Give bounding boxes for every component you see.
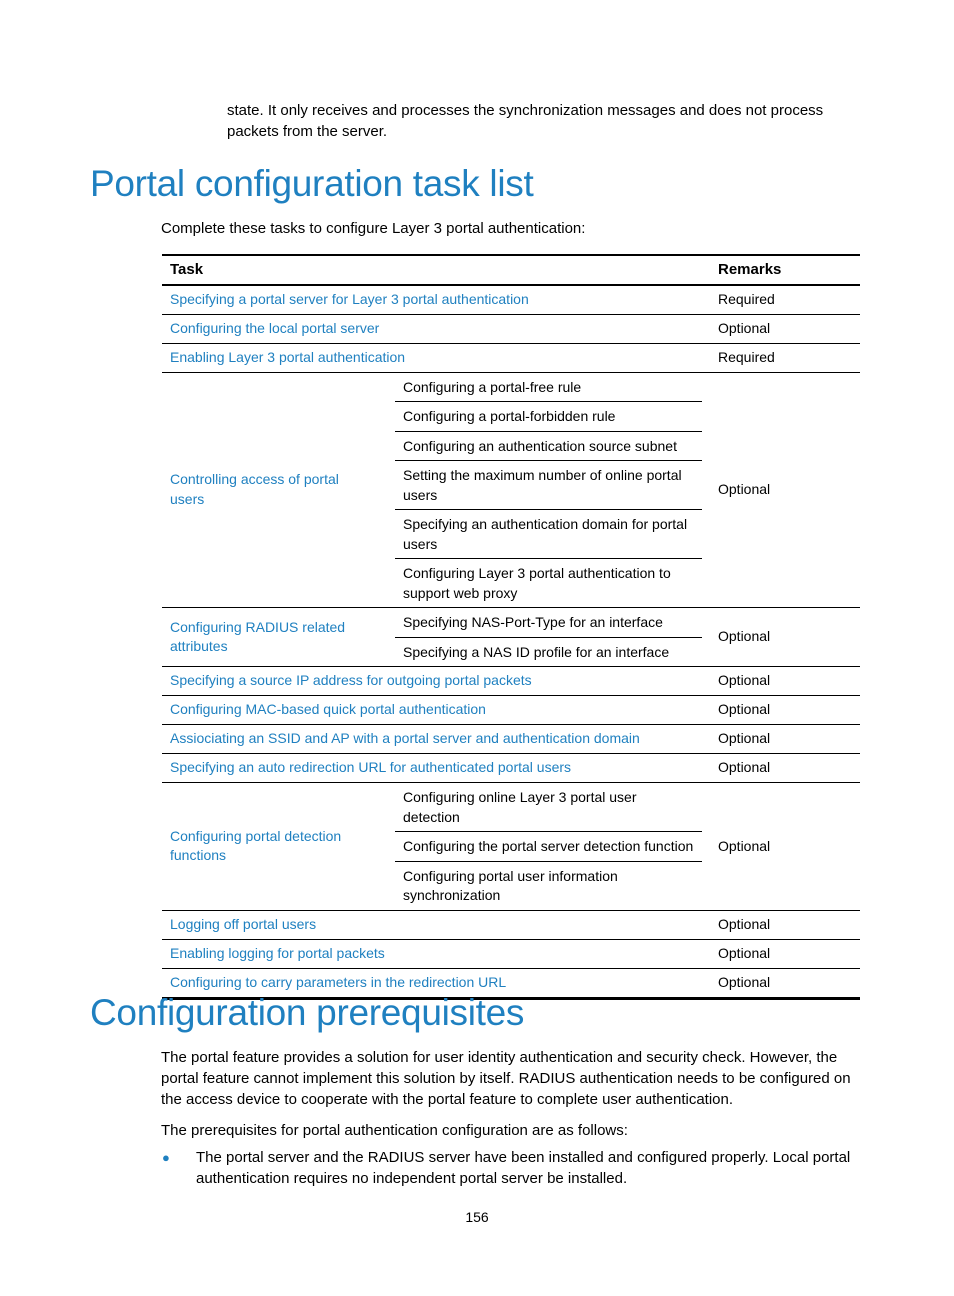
- intro-paragraph: state. It only receives and processes the synchronization messages and does not process packets from the server.: [227, 102, 824, 140]
- task-link[interactable]: Specifying a portal server for Layer 3 portal authentication: [162, 285, 710, 314]
- table-group-row: [162, 608, 860, 667]
- task-remark: Optional: [710, 968, 860, 998]
- subtask-link[interactable]: Setting the maximum number of online portal users: [395, 461, 702, 510]
- prerequisites-lead: The prerequisites for portal authentication configuration are as follows:: [161, 1122, 628, 1139]
- section-heading-prerequisites: Configuration prerequisites: [90, 992, 525, 1033]
- group-link[interactable]: Configuring portal detection functions: [162, 783, 379, 911]
- table-group-row: [162, 372, 860, 608]
- task-link[interactable]: Logging off portal users: [162, 910, 710, 939]
- bullet-icon: ●: [162, 1150, 170, 1165]
- task-remark: Optional: [710, 696, 860, 725]
- task-remark: Optional: [710, 725, 860, 754]
- task-remark: Required: [710, 343, 860, 372]
- group-link[interactable]: Controlling access of portal users: [162, 372, 379, 608]
- task-remark: Optional: [710, 314, 860, 343]
- task-link[interactable]: Specifying a source IP address for outgoing portal packets: [162, 667, 710, 696]
- task-remark: Optional: [710, 754, 860, 783]
- table-row: [162, 667, 860, 696]
- task-remark: Required: [710, 285, 860, 314]
- task-remark: Optional: [710, 608, 860, 667]
- task-remark: Optional: [710, 667, 860, 696]
- header-task: Task: [162, 255, 710, 285]
- subtask-list: [379, 372, 710, 608]
- subtask-link[interactable]: Configuring a portal-free rule: [395, 373, 702, 403]
- task-link[interactable]: Specifying an auto redirection URL for authenticated portal users: [162, 754, 710, 783]
- table-row: [162, 754, 860, 783]
- prerequisite-item: The portal server and the RADIUS server have been installed and configured properly. Local portal authentication requires no independent portal server be installed.: [196, 1149, 851, 1187]
- subtask-link[interactable]: Specifying a NAS ID profile for an interface: [403, 643, 670, 660]
- table-group-row: [162, 783, 860, 911]
- task-link[interactable]: Assiociating an SSID and AP with a portal server and authentication domain: [162, 725, 710, 754]
- subtask-link[interactable]: Specifying NAS-Port-Type for an interface: [395, 608, 702, 638]
- subtask-link[interactable]: Configuring Layer 3 portal authentication to support web proxy: [403, 565, 671, 601]
- task-link[interactable]: Configuring the local portal server: [162, 314, 710, 343]
- task-link[interactable]: Enabling logging for portal packets: [162, 939, 710, 968]
- subtask-link[interactable]: Configuring the portal server detection function: [395, 832, 702, 862]
- table-row: [162, 939, 860, 968]
- subtask-link[interactable]: Configuring an authentication source subnet: [395, 432, 702, 462]
- table-row: [162, 343, 860, 372]
- task-link[interactable]: Configuring MAC-based quick portal authentication: [162, 696, 710, 725]
- table-row: [162, 696, 860, 725]
- table-row: [162, 725, 860, 754]
- task-list-lead: Complete these tasks to configure Layer 3 portal authentication:: [161, 220, 586, 237]
- subtask-link[interactable]: Configuring a portal-forbidden rule: [395, 402, 702, 432]
- group-link[interactable]: Configuring RADIUS related attributes: [162, 608, 379, 667]
- task-table: [162, 254, 860, 1000]
- subtask-link[interactable]: Specifying an authentication domain for portal users: [395, 510, 702, 559]
- table-header-row: [162, 255, 860, 285]
- subtask-link[interactable]: Configuring portal user information synchronization: [403, 867, 618, 903]
- subtask-list: [379, 608, 710, 667]
- task-remark: Optional: [710, 939, 860, 968]
- section-heading-task-list: Portal configuration task list: [90, 163, 534, 204]
- table-row: [162, 910, 860, 939]
- task-remark: Optional: [710, 783, 860, 911]
- prerequisites-paragraph: The portal feature provides a solution for user identity authentication and security check. However, the portal feature cannot implement this solution by itself. RADIUS authentication needs to be configured on the access device to cooperate with the portal feature to complete user authentication.: [161, 1049, 851, 1108]
- subtask-list: [379, 783, 710, 911]
- task-link[interactable]: Configuring to carry parameters in the redirection URL: [162, 968, 710, 998]
- task-link[interactable]: Enabling Layer 3 portal authentication: [162, 343, 710, 372]
- page-number: 156: [465, 1209, 489, 1225]
- task-remark: Optional: [710, 910, 860, 939]
- header-remarks: Remarks: [710, 255, 860, 285]
- subtask-link[interactable]: Configuring online Layer 3 portal user detection: [395, 783, 702, 832]
- task-remark: Optional: [710, 372, 860, 608]
- table-row: [162, 314, 860, 343]
- table-row: [162, 285, 860, 314]
